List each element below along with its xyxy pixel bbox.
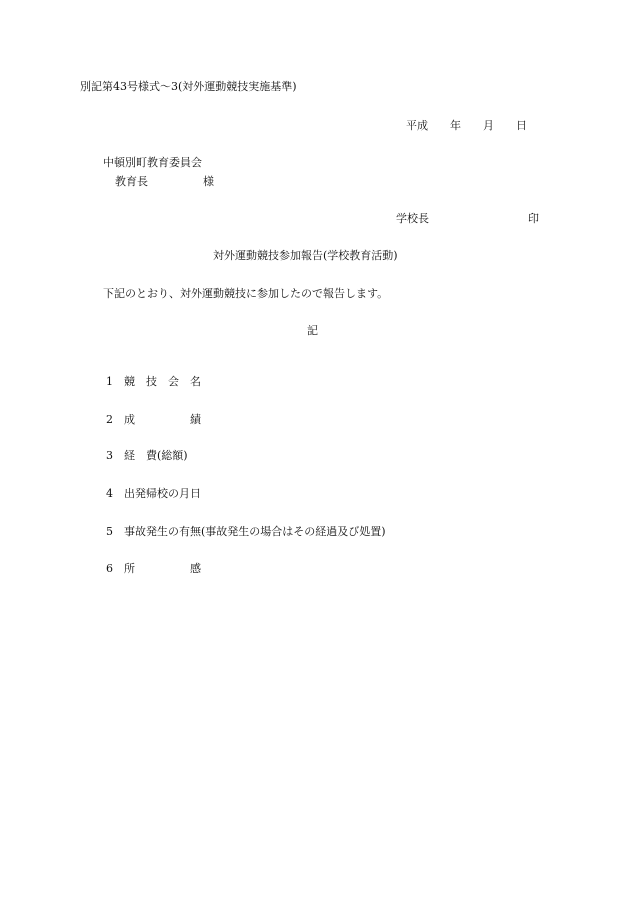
item-label: 成 績 bbox=[124, 413, 201, 426]
date-line: 平成 年 月 日 bbox=[406, 119, 527, 132]
item-number: 5 bbox=[106, 525, 113, 538]
list-item bbox=[92, 361, 201, 403]
list-item bbox=[92, 473, 201, 515]
form-reference: 別記第43号様式〜3(対外運動競技実施基準) bbox=[80, 80, 297, 93]
item-number: 3 bbox=[106, 449, 113, 462]
item-label: 競 技 会 名 bbox=[124, 375, 201, 388]
item-number: 4 bbox=[106, 487, 113, 500]
item-label: 事故発生の有無(事故発生の場合はその経過及び処置) bbox=[124, 525, 386, 538]
item-number: 1 bbox=[106, 375, 113, 388]
recipient-organization: 中頓別町教育委員会 bbox=[103, 156, 202, 169]
intro-text: 下記のとおり、対外運動競技に参加したので報告します。 bbox=[103, 287, 389, 300]
sender-line: 学校長 印 bbox=[396, 212, 539, 225]
item-label: 出発帰校の月日 bbox=[124, 487, 201, 500]
item-label: 経 費(総額) bbox=[124, 449, 188, 462]
item-number: 6 bbox=[106, 562, 113, 575]
document-title: 対外運動競技参加報告(学校教育活動) bbox=[213, 249, 398, 262]
recipient-title: 教育長 様 bbox=[115, 175, 214, 188]
list-item bbox=[92, 548, 201, 590]
list-item bbox=[92, 435, 188, 477]
item-label: 所 感 bbox=[124, 562, 201, 575]
list-item bbox=[92, 511, 386, 553]
item-number: 2 bbox=[106, 413, 113, 426]
ki-heading: 記 bbox=[307, 324, 318, 337]
